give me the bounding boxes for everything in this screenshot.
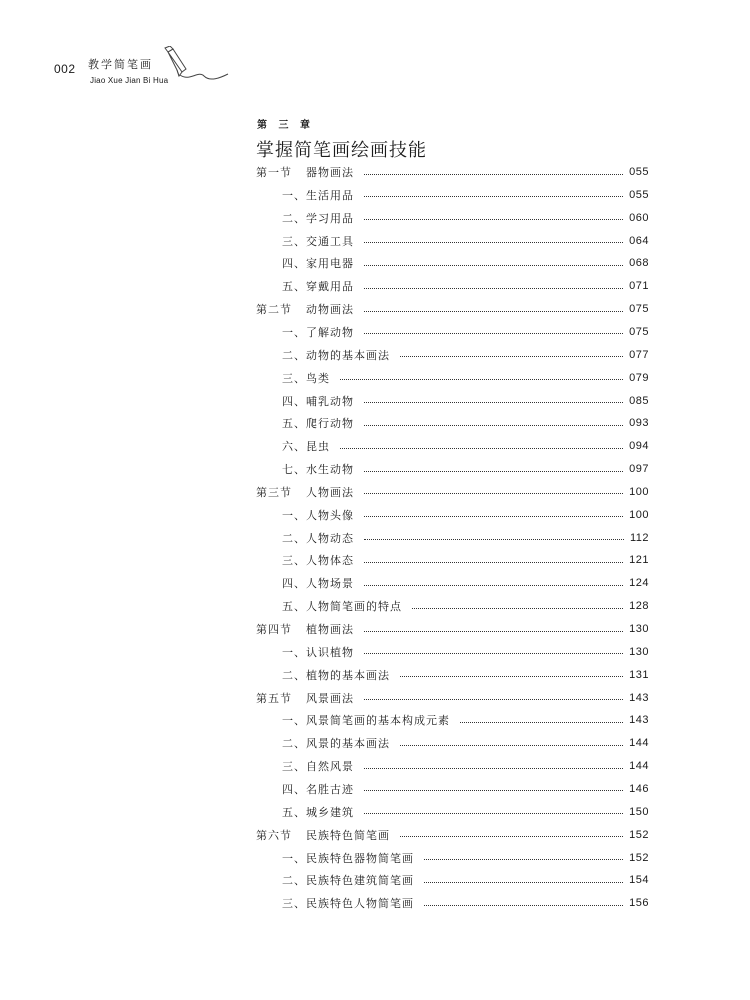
toc-leader-dots (364, 425, 623, 426)
toc-leader-dots (364, 333, 623, 334)
toc-item-row (282, 802, 649, 822)
toc-leader-dots (364, 813, 623, 814)
toc-leader-dots (364, 196, 623, 197)
toc-section-number: 第二节 (256, 303, 292, 317)
toc-entry-label: 一、人物头像 (282, 508, 354, 522)
toc-entry-label: 七、水生动物 (282, 463, 354, 477)
toc-leader-dots (364, 493, 623, 494)
toc-page-number: 144 (629, 760, 649, 773)
toc-leader-dots (364, 699, 623, 700)
toc-page-number: 150 (629, 805, 649, 818)
toc-page-number: 152 (629, 851, 649, 864)
toc-item-row (282, 368, 649, 388)
toc-item-row (282, 345, 649, 365)
toc-entry-label (256, 164, 354, 180)
toc-item-row (282, 596, 649, 616)
toc-section-number: 第六节 (256, 828, 292, 842)
toc-leader-dots (364, 631, 623, 632)
toc-entry-label (256, 690, 354, 706)
toc-item-row (282, 733, 649, 753)
toc-section-row (256, 619, 649, 639)
toc-page-number: 152 (629, 828, 649, 841)
toc-item-row (282, 710, 649, 730)
toc-leader-dots (364, 539, 624, 540)
toc-leader-dots (364, 653, 623, 654)
toc-item-row (282, 848, 649, 868)
toc-section-title: 植物画法 (306, 623, 354, 636)
toc-page-number: 075 (629, 325, 649, 338)
toc-page-number: 055 (629, 188, 649, 201)
toc-entry-label: 一、生活用品 (282, 188, 354, 202)
pencil-icon (164, 46, 230, 86)
toc-entry-label: 六、昆虫 (282, 440, 330, 454)
toc-page-number: 100 (629, 485, 649, 498)
toc-item-row (282, 528, 649, 548)
toc-entry-label: 二、民族特色建筑简笔画 (282, 874, 414, 888)
toc-leader-dots (424, 905, 623, 906)
toc-entry-label: 三、人物体态 (282, 554, 354, 568)
toc-entry-label: 三、交通工具 (282, 234, 354, 248)
toc-page-number: 093 (629, 417, 649, 430)
toc-item-row (282, 665, 649, 685)
toc-entry-label: 二、学习用品 (282, 211, 354, 225)
toc-leader-dots (424, 859, 623, 860)
toc-item-row (282, 459, 649, 479)
book-title: 教学简笔画 (88, 58, 153, 71)
toc-item-row (282, 550, 649, 570)
toc-leader-dots (364, 311, 623, 312)
toc-entry-label: 三、民族特色人物简笔画 (282, 897, 414, 911)
toc-page-number: 130 (629, 645, 649, 658)
toc-entry-label: 五、爬行动物 (282, 417, 354, 431)
toc-entry-label: 五、穿戴用品 (282, 280, 354, 294)
toc-leader-dots (400, 836, 623, 837)
toc-leader-dots (364, 174, 623, 175)
toc-section-number: 第一节 (256, 166, 292, 179)
toc-section-number: 第五节 (256, 691, 292, 705)
toc-item-row (282, 870, 649, 890)
toc-section-row (256, 688, 649, 708)
toc-page-number: 143 (629, 691, 649, 704)
toc-section-title: 风景画法 (306, 691, 354, 705)
toc-section-title: 器物画法 (306, 166, 354, 179)
toc-leader-dots (340, 379, 623, 380)
toc-entry-label (256, 621, 354, 637)
toc-entry-label: 三、自然风景 (282, 760, 354, 774)
chapter-title: 掌握简笔画绘画技能 (256, 140, 427, 161)
toc-leader-dots (364, 516, 623, 517)
toc-page-number: 154 (629, 874, 649, 887)
toc-leader-dots (364, 242, 623, 243)
toc-entry-label: 一、风景简笔画的基本构成元素 (282, 714, 450, 728)
toc-leader-dots (364, 402, 623, 403)
toc-item-row (282, 436, 649, 456)
toc-page-number: 064 (629, 234, 649, 247)
toc-page-number: 146 (629, 782, 649, 795)
toc-page-number: 085 (629, 394, 649, 407)
toc-entry-label: 二、动物的基本画法 (282, 348, 390, 362)
toc-page-number: 060 (629, 211, 649, 224)
toc-item-row (282, 276, 649, 296)
toc-leader-dots (400, 676, 623, 677)
toc-section-title: 人物画法 (306, 485, 354, 499)
toc-entry-label (256, 301, 354, 317)
toc-entry-label: 四、人物场景 (282, 577, 354, 591)
toc-section-row (256, 299, 649, 319)
toc-section-row (256, 825, 649, 845)
toc-item-row (282, 185, 649, 205)
toc-leader-dots (364, 790, 623, 791)
toc-page-number: 097 (629, 463, 649, 476)
toc-page-number: 071 (629, 280, 649, 293)
toc-page-number: 121 (629, 554, 649, 567)
toc-item-row (282, 779, 649, 799)
page-header (54, 52, 254, 92)
toc-item-row (282, 413, 649, 433)
toc-section-row (256, 482, 649, 502)
toc-item-row (282, 642, 649, 662)
toc-leader-dots (364, 768, 623, 769)
toc-leader-dots (364, 265, 623, 266)
toc-entry-label: 二、人物动态 (282, 531, 354, 545)
toc-entry-label: 五、人物简笔画的特点 (282, 600, 402, 614)
toc-entry-label: 一、了解动物 (282, 325, 354, 339)
toc-item-row (282, 573, 649, 593)
toc-leader-dots (424, 882, 623, 883)
toc-leader-dots (364, 471, 623, 472)
toc-page-number: 068 (629, 257, 649, 270)
toc-leader-dots (364, 562, 623, 563)
toc-page-number: 055 (629, 166, 649, 178)
toc-page-number: 077 (629, 348, 649, 361)
toc-entry-label: 一、认识植物 (282, 645, 354, 659)
toc-leader-dots (364, 585, 623, 586)
toc-entry-label (256, 827, 390, 843)
toc-leader-dots (364, 288, 623, 289)
toc-entry-label (256, 484, 354, 500)
toc-section-row (256, 162, 649, 182)
toc-item-row (282, 756, 649, 776)
toc-entry-label: 三、鸟类 (282, 371, 330, 385)
toc-section-number: 第三节 (256, 485, 292, 499)
page-number: 002 (54, 62, 76, 76)
toc-page-number: 075 (629, 303, 649, 316)
toc-section-number: 第四节 (256, 623, 292, 636)
toc-section-title: 民族特色简笔画 (306, 828, 390, 842)
toc-leader-dots (460, 722, 623, 723)
toc-page-number: 079 (629, 371, 649, 384)
toc-page-number: 130 (629, 623, 649, 635)
toc-item-row (282, 322, 649, 342)
toc-entry-label: 四、名胜古迹 (282, 782, 354, 796)
toc-entry-label: 一、民族特色器物简笔画 (282, 851, 414, 865)
toc-item-row (282, 893, 649, 913)
toc-page-number: 094 (629, 440, 649, 453)
toc-entry-label: 四、哺乳动物 (282, 394, 354, 408)
toc-item-row (282, 208, 649, 228)
toc-page-number: 156 (629, 897, 649, 910)
toc-page-number: 144 (629, 737, 649, 750)
toc-entry-label: 二、植物的基本画法 (282, 668, 390, 682)
toc-leader-dots (412, 608, 623, 609)
toc-item-row (282, 231, 649, 251)
toc-page-number: 131 (629, 668, 649, 681)
toc-leader-dots (364, 219, 623, 220)
toc-entry-label: 二、风景的基本画法 (282, 737, 390, 751)
toc-item-row (282, 391, 649, 411)
toc-item-row (282, 253, 649, 273)
toc-page-number: 128 (629, 600, 649, 613)
book-pinyin: Jiao Xue Jian Bi Hua (90, 76, 169, 85)
toc-item-row (282, 505, 649, 525)
toc-leader-dots (400, 745, 623, 746)
toc-page-number: 143 (629, 714, 649, 727)
toc-entry-label: 五、城乡建筑 (282, 805, 354, 819)
toc-leader-dots (400, 356, 623, 357)
toc-page-number: 124 (629, 577, 649, 590)
toc-leader-dots (340, 448, 623, 449)
toc-page-number: 100 (629, 508, 649, 521)
toc-page-number: 112 (629, 531, 649, 544)
chapter-label: 第 三 章 (257, 120, 314, 131)
toc-entry-label: 四、家用电器 (282, 257, 354, 271)
toc-section-title: 动物画法 (306, 303, 354, 317)
